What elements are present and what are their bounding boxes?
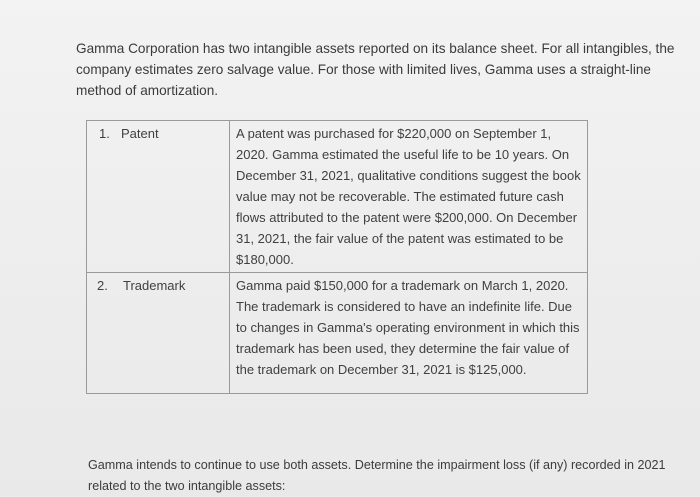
- asset-label-cell: [87, 121, 230, 273]
- intro-paragraph: Gamma Corporation has two intangible assets reported on its balance sheet. For all intangibles, the company estimates zero salvage value. For those with limited lives, Gamma uses a straight-line method of amortization.: [76, 40, 675, 98]
- asset-label-cell: [87, 273, 230, 394]
- asset-description: Gamma paid $150,000 for a trademark on March 1, 2020. The trademark is considered to have an indefinite life. Due to changes in Gamma's operating environment in which this trademark has been used, they determine the fair value of the trademark on December 31, 2021 is $125,000.: [230, 273, 588, 394]
- asset-name: Trademark: [123, 278, 186, 293]
- asset-description: A patent was purchased for $220,000 on September 1, 2020. Gamma estimated the useful life to be 10 years. On December 31, 2021, qualitative conditions suggest the book value may not be recoverable. The estimated future cash flows attributed to the patent were $200,000. On December 31, 2021, the fair value of the patent was estimated to be $180,000.: [230, 121, 588, 273]
- question-paragraph: Gamma intends to continue to use both assets. Determine the impairment loss (if any) recorded in 2021 related to the two intangible assets:: [88, 457, 666, 493]
- table-row-patent: [87, 121, 588, 273]
- table-row-trademark: [87, 273, 588, 394]
- asset-name: Patent: [121, 126, 159, 141]
- asset-number: 2.: [97, 278, 108, 293]
- asset-number: 1.: [99, 126, 110, 141]
- intangible-assets-table: [86, 120, 588, 394]
